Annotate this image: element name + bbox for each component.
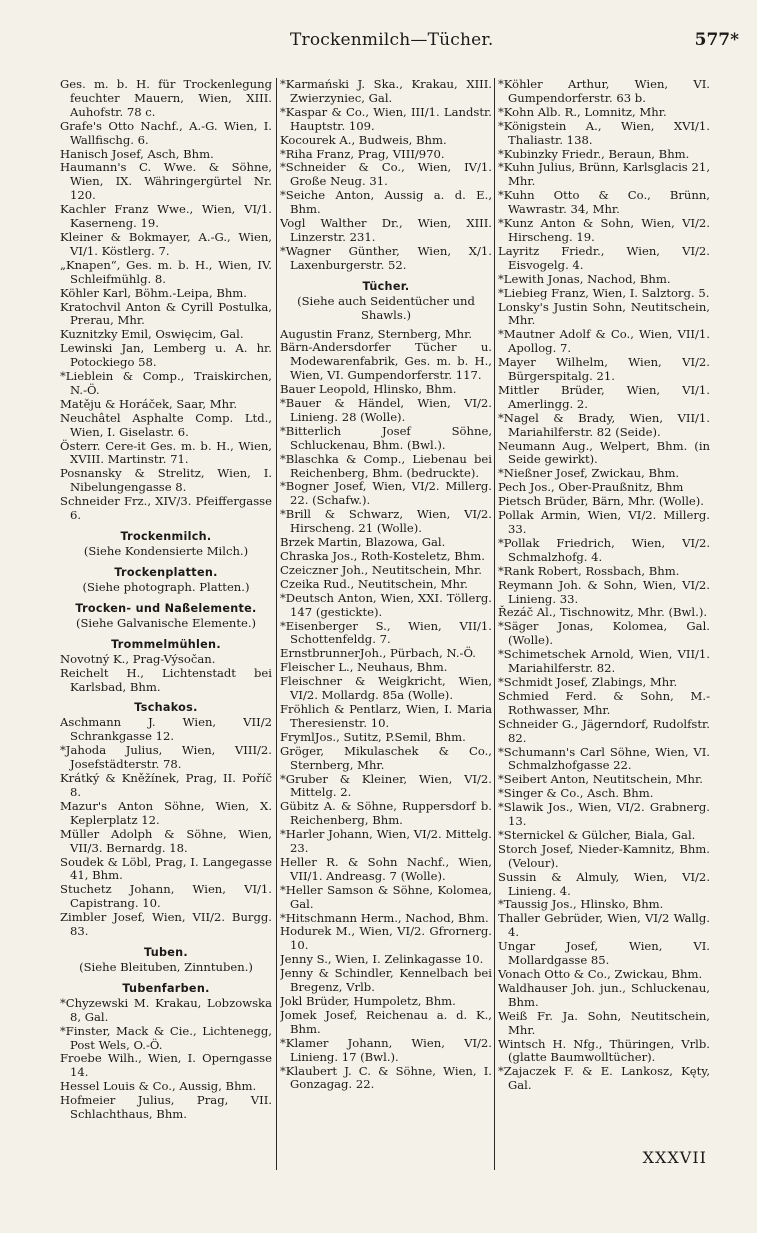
directory-entry: *Säger Jonas, Kolomea, Gal. (Wolle). bbox=[498, 619, 710, 648]
directory-entry: *Seibert Anton, Neutitschein, Mhr. bbox=[498, 772, 703, 787]
directory-entry: Gübitz A. & Söhne, Ruppersdorf b. Reichenberg, Bhm. bbox=[280, 799, 492, 828]
directory-entry: *Karmański J. Ska., Krakau, XIII. Zwierzyniec, Gal. bbox=[280, 78, 492, 105]
directory-entry: Sussin & Almuly, Wien, VI/2. Linieng. 4. bbox=[498, 869, 710, 898]
directory-entry: ErnstbrunnerJoh., Pürbach, N.-Ö. bbox=[280, 646, 476, 661]
directory-entry: Heller R. & Sohn Nachf., Wien, VII/1. Andreasg. 7 (Wolle). bbox=[280, 854, 492, 883]
directory-entry: Stuchetz Johann, Wien, VI/1. Capistrang. 10. bbox=[60, 882, 272, 911]
cross-reference-note: (Siehe Bleituben, Zinntuben.) bbox=[79, 959, 253, 974]
directory-entry: *Heller Samson & Söhne, Kolomea, Gal. bbox=[280, 882, 492, 911]
signature-mark: XXXVII bbox=[642, 1148, 707, 1167]
directory-entry: Ungar Josef, Wien, VI. Mollardgasse 85. bbox=[498, 939, 710, 968]
directory-entry: *Jahoda Julius, Wien, VIII/2. Josefstädterstr. 78. bbox=[60, 743, 272, 772]
directory-entry: Ges. m. b. H. für Trockenlegung feuchter Mauern, Wien, XIII. Auhofstr. 78 c. bbox=[60, 78, 272, 119]
directory-entry: *Schmidt Josef, Zlabings, Mhr. bbox=[498, 674, 678, 689]
section-heading: Trockenmilch. bbox=[120, 530, 212, 543]
directory-entry: *Blaschka & Comp., Liebenau bei Reichenberg, Bhm. (bedruckte). bbox=[280, 451, 492, 480]
directory-entry: Pollak Armin, Wien, VI/2. Millerg. 33. bbox=[498, 508, 710, 536]
directory-entry: Neumann Aug., Welpert, Bhm. (in Seide gewirkt). bbox=[498, 438, 710, 467]
directory-entry: *Brill & Schwarz, Wien, VI/2. Hirscheng. 21 (Wolle). bbox=[280, 507, 492, 536]
directory-entry: „Knapen“, Ges. m. b. H., Wien, IV. Schleifmühlg. 8. bbox=[60, 257, 272, 286]
column-right bbox=[498, 78, 710, 1168]
directory-entry: *Eisenberger S., Wien, VII/1. Schottenfeldg. 7. bbox=[280, 618, 492, 647]
directory-entry: Fleischner & Weigkricht, Wien, VI/2. Mollardg. 85a (Wolle). bbox=[280, 674, 492, 703]
directory-entry: *Bitterlich Josef Söhne, Schluckenau, Bhm. (Bwl.). bbox=[280, 423, 492, 452]
directory-entry: Hodurek M., Wien, VI/2. Gfrornerg. 10. bbox=[280, 924, 492, 953]
directory-entry: Jomek Josef, Reichenau a. d. K., Bhm. bbox=[280, 1007, 492, 1036]
directory-entry: *Finster, Mack & Cie., Lichtenegg, Post Wels, O.-Ö. bbox=[60, 1023, 272, 1052]
directory-entry: Fleischer L., Neuhaus, Bhm. bbox=[280, 660, 448, 675]
directory-entry: Jenny & Schindler, Kennelbach bei Bregenz, Vrlb. bbox=[280, 966, 492, 995]
directory-entry: Storch Josef, Nieder-Kamnitz, Bhm. (Velour). bbox=[498, 841, 710, 870]
directory-entry: Haumann's C. Wwe. & Söhne, Wien, IX. Währingergürtel Nr. 120. bbox=[60, 160, 272, 203]
directory-entry: Matěju & Horáček, Saar, Mhr. bbox=[60, 396, 238, 411]
directory-entry: *Klaubert J. C. & Söhne, Wien, I. Gonzagag. 22. bbox=[280, 1063, 492, 1092]
cross-reference-note: (Siehe auch Seidentücher und Shawls.) bbox=[297, 293, 475, 322]
directory-entry: *Kaspar & Co., Wien, III/1. Landstr. Hauptstr. 109. bbox=[280, 104, 492, 133]
directory-entry: Kratochvil Anton & Cyrill Postulka, Prerau, Mhr. bbox=[60, 299, 272, 328]
directory-entry: *Bogner Josef, Wien, VI/2. Millerg. 22. (Schafw.). bbox=[280, 479, 492, 508]
directory-entry: Weiß Fr. Ja. Sohn, Neutitschein, Mhr. bbox=[498, 1008, 710, 1037]
section-heading: Trommelmühlen. bbox=[111, 637, 221, 651]
directory-entry: Mayer Wilhelm, Wien, VI/2. Bürgerspitalg. 21. bbox=[498, 355, 710, 384]
directory-entry: Krátký & Kněžínek, Prag, II. Poříč 8. bbox=[60, 771, 272, 799]
directory-entry: Waldhauser Joh. jun., Schluckenau, Bhm. bbox=[498, 980, 710, 1009]
directory-entry: Froebe Wilh., Wien, I. Operngasse 14. bbox=[60, 1051, 272, 1080]
directory-entry: Lonsky's Justin Sohn, Neutitschein, Mhr. bbox=[498, 299, 710, 328]
cross-reference-note: (Siehe photograph. Platten.) bbox=[82, 579, 250, 594]
directory-entry: Czeika Rud., Neutitschein, Mhr. bbox=[280, 576, 468, 591]
directory-entry: Zimbler Josef, Wien, VII/2. Burgg. 83. bbox=[60, 910, 272, 939]
directory-entry: Jokl Brüder, Humpoletz, Bhm. bbox=[280, 994, 456, 1008]
directory-entry: Fröhlich & Pentlarz, Wien, I. Maria Theresienstr. 10. bbox=[280, 701, 492, 730]
directory-entry: *Taussig Jos., Hlinsko, Bhm. bbox=[498, 897, 664, 912]
directory-entry: Novotný K., Prag-Výsočan. bbox=[60, 651, 216, 666]
directory-entry: FrymlJos., Sutitz, P.Semil, Bhm. bbox=[280, 729, 466, 744]
directory-entry: *Slawik Jos., Wien, VI/2. Grabnerg. 13. bbox=[498, 800, 710, 829]
directory-entry: Kocourek A., Budweis, Bhm. bbox=[280, 132, 447, 147]
directory-entry: *Nießner Josef, Zwickau, Bhm. bbox=[498, 466, 680, 481]
running-title: Trockenmilch—Tücher. bbox=[290, 30, 494, 50]
cross-reference-note: (Siehe Kondensierte Milch.) bbox=[83, 544, 249, 558]
directory-columns bbox=[60, 78, 710, 1168]
directory-entry: *Bauer & Händel, Wien, VI/2. Linieng. 28 (Wolle). bbox=[280, 396, 492, 424]
directory-entry: *Riha Franz, Prag, VIII/970. bbox=[280, 146, 445, 161]
cross-reference-note: (Siehe Galvanische Elemente.) bbox=[75, 615, 257, 630]
column-left bbox=[60, 78, 272, 1168]
directory-entry: Hofmeier Julius, Prag, VII. Schlachthaus, Bhm. bbox=[60, 1093, 272, 1122]
directory-entry: *Singer & Co., Asch. Bhm. bbox=[498, 786, 654, 801]
directory-entry: Kachler Franz Wwe., Wien, VI/1. Kaserneng. 19. bbox=[60, 202, 272, 231]
directory-entry: Czeiczner Joh., Neutitschein, Mhr. bbox=[280, 562, 482, 577]
directory-entry: Schneider Frz., XIV/3. Pfeiffergasse 6. bbox=[60, 494, 272, 523]
section-heading: Tuben. bbox=[144, 945, 188, 959]
directory-entry: Reichelt H., Lichtenstadt bei Karlsbad, Bhm. bbox=[60, 665, 272, 694]
directory-entry: Řezáč Al., Tischnowitz, Mhr. (Bwl.). bbox=[498, 605, 708, 620]
directory-entry: Wintsch H. Nfg., Thüringen, Vrlb. (glatte Baumwolltücher). bbox=[498, 1036, 710, 1065]
directory-entry: Schneider G., Jägerndorf, Rudolfstr. 82. bbox=[498, 716, 710, 745]
directory-entry: Mazur's Anton Söhne, Wien, X. Keplerplatz 12. bbox=[60, 798, 272, 827]
directory-entry: Grafe's Otto Nachf., A.-G. Wien, I. Wallfischg. 6. bbox=[60, 118, 272, 147]
section-heading: Tschakos. bbox=[134, 701, 198, 715]
directory-entry: *Köhler Arthur, Wien, VI. Gumpendorferstr. 63 b. bbox=[498, 78, 710, 105]
directory-entry: *Lieblein & Comp., Traiskirchen, N.-Ö. bbox=[60, 369, 272, 397]
directory-entry: Chraska Jos., Roth-Kosteletz, Bhm. bbox=[280, 549, 485, 563]
directory-entry: Österr. Cere-it Ges. m. b. H., Wien, XVIII. Martinstr. 71. bbox=[60, 438, 272, 467]
column-divider bbox=[494, 78, 495, 1170]
directory-entry: *Seiche Anton, Aussig a. d. E., Bhm. bbox=[280, 188, 492, 217]
directory-entry: Neuchâtel Asphalte Comp. Ltd., Wien, I. Giselastr. 6. bbox=[60, 410, 272, 439]
directory-entry: Pietsch Brüder, Bärn, Mhr. (Wolle). bbox=[498, 494, 704, 509]
directory-entry: *Sternickel & Gülcher, Biala, Gal. bbox=[498, 827, 696, 842]
directory-entry: Soudek & Löbl, Prag, I. Langegasse 41, Bhm. bbox=[60, 854, 272, 883]
directory-entry: Müller Adolph & Söhne, Wien, VII/3. Bernardg. 18. bbox=[60, 826, 272, 855]
directory-entry: Köhler Karl, Böhm.-Leipa, Bhm. bbox=[60, 285, 247, 300]
directory-entry: *Gruber & Kleiner, Wien, VI/2. Mittelg. 2. bbox=[280, 771, 492, 800]
directory-entry: Posnansky & Strelitz, Wien, I. Nibelungengasse 8. bbox=[60, 466, 272, 495]
directory-entry: *Pollak Friedrich, Wien, VI/2. Schmalzhofg. 4. bbox=[498, 535, 710, 564]
directory-entry: *Kuhn Otto & Co., Brünn, Wawrastr. 34, Mhr. bbox=[498, 188, 710, 217]
page-number: 577* bbox=[694, 30, 739, 50]
directory-entry: *Nagel & Brady, Wien, VII/1. Mariahilferstr. 82 (Seide). bbox=[498, 410, 710, 439]
directory-entry: Vogl Walther Dr., Wien, XIII. Linzerstr. 231. bbox=[280, 216, 492, 244]
column-divider bbox=[276, 78, 277, 1170]
directory-entry: *Hitschmann Herm., Nachod, Bhm. bbox=[280, 910, 489, 925]
directory-entry: *Königstein A., Wien, XVI/1. Thaliastr. 138. bbox=[498, 118, 710, 147]
directory-entry: Brzek Martin, Blazowa, Gal. bbox=[280, 535, 446, 550]
directory-entry: Kuznitzky Emil, Oswięcim, Gal. bbox=[60, 327, 244, 342]
directory-entry: Mittler Brüder, Wien, VI/1. Amerlingg. 2. bbox=[498, 382, 710, 411]
directory-entry: *Kuhn Julius, Brünn, Karlsglacis 21, Mhr. bbox=[498, 160, 710, 189]
directory-entry: Hessel Louis & Co., Aussig, Bhm. bbox=[60, 1079, 257, 1094]
directory-entry: *Schumann's Carl Söhne, Wien, VI. Schmalzhofgasse 22. bbox=[498, 744, 710, 773]
directory-entry: *Schneider & Co., Wien, IV/1. Große Neug. 31. bbox=[280, 160, 492, 189]
directory-entry: *Kunz Anton & Sohn, Wien, VI/2. Hirscheng. 19. bbox=[498, 216, 710, 244]
directory-entry: Schmied Ferd. & Sohn, M.-Rothwasser, Mhr. bbox=[498, 688, 710, 717]
directory-entry: *Harler Johann, Wien, VI/2. Mittelg. 23. bbox=[280, 827, 492, 856]
directory-entry: Layritz Friedr., Wien, VI/2. Eisvogelg. 4. bbox=[498, 243, 710, 272]
page-header bbox=[0, 30, 757, 56]
directory-entry: *Deutsch Anton, Wien, XXI. Töllerg. 147 (gestickte). bbox=[280, 590, 492, 619]
section-heading: Trocken- und Naßelemente. bbox=[75, 601, 257, 615]
directory-entry: Lewinski Jan, Lemberg u. A. hr. Potockiego 58. bbox=[60, 341, 272, 370]
directory-entry: *Chyzewski M. Krakau, Lobzowska 8, Gal. bbox=[60, 995, 272, 1024]
directory-entry: *Klamer Johann, Wien, VI/2. Linieng. 17 (Bwl.). bbox=[280, 1035, 492, 1064]
directory-entry: *Wagner Günther, Wien, X/1. Laxenburgerstr. 52. bbox=[280, 243, 492, 272]
directory-entry: *Schimetschek Arnold, Wien, VII/1. Mariahilferstr. 82. bbox=[498, 647, 710, 676]
directory-entry: Aschmann J. Wien, VII/2 Schrankgasse 12. bbox=[60, 715, 272, 744]
directory-entry: *Zajaczek F. & E. Lankosz, Kęty, Gal. bbox=[498, 1064, 710, 1093]
directory-entry: *Mautner Adolf & Co., Wien, VII/1. Apollog. 7. bbox=[498, 327, 710, 356]
directory-entry: Bauer Leopold, Hlinsko, Bhm. bbox=[280, 382, 457, 397]
directory-entry: Bärn-Andersdorfer Tücher u. Modewarenfabrik, Ges. m. b. H., Wien, VI. Gumpendorferstr. 117. bbox=[280, 340, 492, 383]
directory-entry: *Rank Robert, Rossbach, Bhm. bbox=[498, 563, 680, 578]
directory-entry: Hanisch Josef, Asch, Bhm. bbox=[60, 146, 214, 161]
directory-entry: Vonach Otto & Co., Zwickau, Bhm. bbox=[498, 967, 703, 981]
section-heading: Tubenfarben. bbox=[122, 981, 210, 995]
directory-entry: Reymann Joh. & Sohn, Wien, VI/2. Linieng. 33. bbox=[498, 577, 710, 606]
directory-entry: *Kohn Alb. R., Lomnitz, Mhr. bbox=[498, 104, 667, 119]
directory-entry: Augustin Franz, Sternberg, Mhr. bbox=[280, 326, 473, 341]
directory-entry: Jenny S., Wien, I. Zelinkagasse 10. bbox=[280, 952, 484, 967]
column-middle bbox=[280, 78, 492, 1168]
directory-entry: Kleiner & Bokmayer, A.-G., Wien, VI/1. Köstlerg. 7. bbox=[60, 229, 272, 258]
section-heading: Tücher. bbox=[362, 279, 410, 293]
directory-entry: Pech Jos., Ober-Praußnitz, Bhm bbox=[498, 480, 684, 495]
directory-entry: Thaller Gebrüder, Wien, VI/2 Wallg. 4. bbox=[498, 911, 710, 940]
directory-entry: *Kubinzky Friedr., Beraun, Bhm. bbox=[498, 146, 690, 161]
directory-entry: *Liebieg Franz, Wien, I. Salztorg. 5. bbox=[498, 285, 710, 300]
section-heading: Trockenplatten. bbox=[114, 565, 218, 579]
directory-entry: Gröger, Mikulaschek & Co., Sternberg, Mhr. bbox=[280, 743, 492, 772]
directory-entry: *Lewith Jonas, Nachod, Bhm. bbox=[498, 271, 671, 286]
